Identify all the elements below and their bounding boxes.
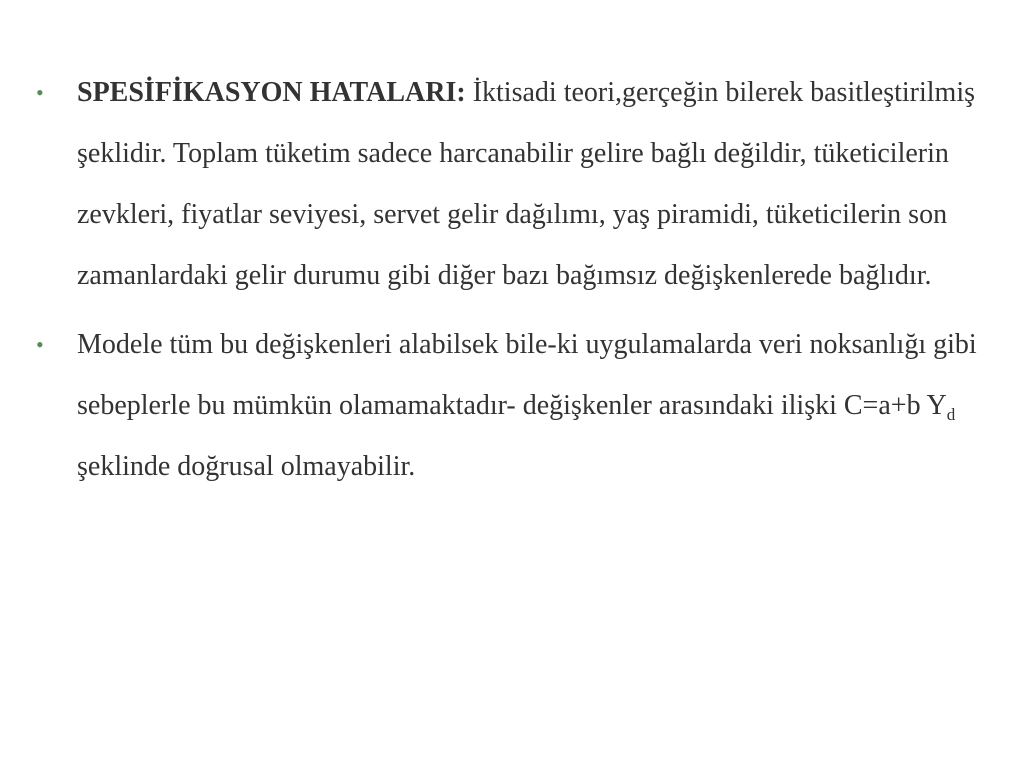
bullet-term: SPESİFİKASYON HATALARI: bbox=[77, 77, 466, 108]
bullet-icon: • bbox=[36, 80, 44, 105]
bullet-text-before: Modele tüm bu değişkenleri alabilsek bile-ki uygulamalarda veri noksanlığı gibi sebeplerle bu mümkün olamamaktadır- değişkenler arasındaki ilişki C=a+b Y bbox=[77, 329, 977, 421]
bullet-item-specification-errors bbox=[36, 62, 984, 306]
subscript: d bbox=[946, 405, 956, 424]
bullet-text-after: şeklinde doğrusal olmayabilir. bbox=[77, 451, 416, 482]
bullet-text: İktisadi teori,gerçeğin bilerek basitleştirilmiş şeklidir. Toplam tüketim sadece harcanabilir gelire bağlı değildir, tüketicilerin zevkleri, fiyatlar seviyesi, servet gelir dağılımı, yaş piramidi, tüketicilerin son zamanlardaki gelir durumu gibi diğer bazı bağımsız değişkenlerede bağlıdır. bbox=[77, 77, 976, 291]
bullet-icon: • bbox=[36, 332, 44, 357]
bullet-item-model-variables bbox=[36, 314, 984, 497]
bullet-list bbox=[36, 62, 984, 497]
